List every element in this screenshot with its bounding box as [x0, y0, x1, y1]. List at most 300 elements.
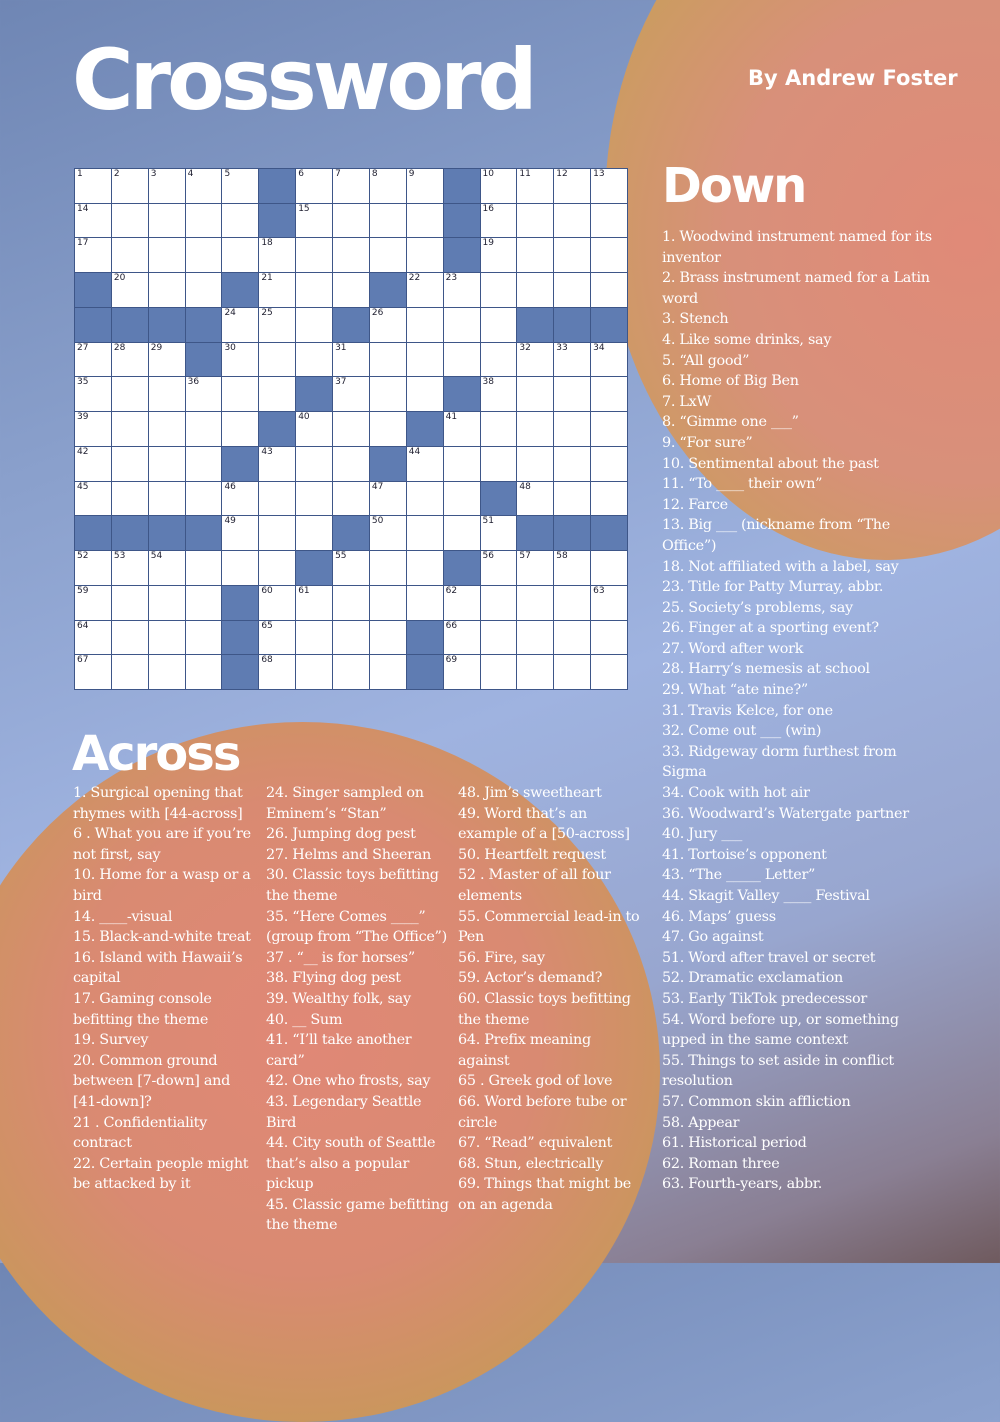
- grid-cell[interactable]: [407, 273, 443, 307]
- grid-cell[interactable]: [333, 586, 369, 620]
- grid-block: [333, 516, 369, 550]
- grid-cell[interactable]: [259, 238, 295, 272]
- cell-number: 43: [261, 446, 273, 457]
- grid-cell[interactable]: [296, 621, 332, 655]
- grid-cell[interactable]: [149, 482, 185, 516]
- clue-item: 67. “Read” equivalent: [458, 1135, 613, 1152]
- grid-cell[interactable]: [296, 516, 332, 550]
- grid-cell[interactable]: [517, 343, 553, 377]
- cell-number: 21: [261, 273, 273, 284]
- grid-block: [517, 516, 553, 550]
- grid-cell[interactable]: [481, 204, 517, 238]
- grid-cell[interactable]: [112, 343, 148, 377]
- grid-cell[interactable]: [112, 377, 148, 411]
- grid-cell[interactable]: [591, 169, 627, 203]
- crossword-grid: [74, 168, 628, 690]
- grid-cell[interactable]: [259, 308, 295, 342]
- grid-cell[interactable]: [112, 551, 148, 585]
- cell-number: 48: [519, 481, 531, 492]
- grid-cell[interactable]: [481, 343, 517, 377]
- grid-cell[interactable]: [75, 586, 111, 620]
- grid-cell[interactable]: [407, 586, 443, 620]
- grid-cell[interactable]: [517, 447, 553, 481]
- grid-cell[interactable]: [149, 238, 185, 272]
- grid-cell[interactable]: [259, 482, 295, 516]
- grid-cell[interactable]: [186, 655, 222, 689]
- grid-cell[interactable]: [149, 412, 185, 446]
- grid-cell[interactable]: [333, 412, 369, 446]
- across-clue-list-3: [458, 783, 644, 1215]
- grid-cell[interactable]: [554, 447, 590, 481]
- clue-item: 1. Surgical opening that rhymes with [44-across]: [73, 785, 243, 822]
- grid-cell[interactable]: [481, 655, 517, 689]
- clue-item: 27. Word after work: [662, 640, 804, 657]
- grid-cell[interactable]: [444, 655, 480, 689]
- grid-cell[interactable]: [554, 621, 590, 655]
- grid-cell[interactable]: [481, 238, 517, 272]
- clue-item: 15. Black-and-white treat: [73, 929, 251, 946]
- grid-cell[interactable]: [444, 586, 480, 620]
- grid-cell[interactable]: [112, 204, 148, 238]
- grid-cell[interactable]: [444, 447, 480, 481]
- grid-cell[interactable]: [259, 273, 295, 307]
- grid-cell[interactable]: [554, 586, 590, 620]
- grid-cell[interactable]: [554, 273, 590, 307]
- grid-cell[interactable]: [333, 551, 369, 585]
- cell-number: 38: [482, 377, 494, 388]
- clue-item: 52. Dramatic exclamation: [662, 970, 843, 987]
- grid-cell[interactable]: [259, 551, 295, 585]
- cell-number: 19: [482, 238, 494, 249]
- grid-cell[interactable]: [517, 204, 553, 238]
- grid-cell[interactable]: [517, 586, 553, 620]
- grid-cell[interactable]: [370, 655, 406, 689]
- grid-cell[interactable]: [407, 516, 443, 550]
- grid-cell[interactable]: [222, 204, 258, 238]
- grid-cell[interactable]: [481, 621, 517, 655]
- grid-cell[interactable]: [591, 655, 627, 689]
- cell-number: 40: [298, 412, 310, 423]
- grid-cell[interactable]: [149, 343, 185, 377]
- grid-cell[interactable]: [481, 308, 517, 342]
- grid-cell[interactable]: [296, 447, 332, 481]
- cell-number: 2: [113, 169, 120, 179]
- grid-cell[interactable]: [333, 482, 369, 516]
- grid-cell[interactable]: [554, 238, 590, 272]
- grid-cell[interactable]: [554, 482, 590, 516]
- cell-number: 42: [77, 446, 89, 457]
- cell-number: 66: [445, 620, 458, 631]
- cell-number: 30: [224, 342, 236, 353]
- grid-block: [591, 516, 627, 550]
- grid-cell[interactable]: [517, 238, 553, 272]
- grid-cell[interactable]: [186, 273, 222, 307]
- grid-cell[interactable]: [112, 412, 148, 446]
- grid-cell[interactable]: [296, 586, 332, 620]
- grid-cell[interactable]: [591, 377, 627, 411]
- grid-cell[interactable]: [591, 482, 627, 516]
- grid-cell[interactable]: [370, 412, 406, 446]
- cell-number: 53: [113, 551, 126, 562]
- cell-number: 11: [519, 169, 531, 179]
- grid-cell[interactable]: [444, 412, 480, 446]
- grid-cell[interactable]: [222, 377, 258, 411]
- clue-item: 53. Early TikTok predecessor: [662, 990, 867, 1007]
- grid-cell[interactable]: [591, 551, 627, 585]
- clue-item: 24. Singer sampled on Eminem’s “Stan”: [266, 785, 424, 822]
- grid-cell[interactable]: [149, 169, 185, 203]
- across-heading: Across: [72, 726, 240, 782]
- grid-cell[interactable]: [333, 655, 369, 689]
- clue-item: 17. Gaming console befitting the theme: [73, 990, 212, 1028]
- grid-cell[interactable]: [222, 343, 258, 377]
- grid-cell[interactable]: [554, 343, 590, 377]
- grid-cell[interactable]: [481, 551, 517, 585]
- clue-item: 11. “To ____ their own”: [662, 476, 823, 493]
- cell-number: 18: [261, 238, 273, 249]
- grid-cell[interactable]: [370, 204, 406, 238]
- grid-cell[interactable]: [186, 586, 222, 620]
- cell-number: 34: [593, 342, 605, 353]
- grid-cell[interactable]: [222, 169, 258, 203]
- grid-cell[interactable]: [75, 377, 111, 411]
- clue-item: 66. Word before tube or circle: [458, 1093, 627, 1131]
- grid-cell[interactable]: [112, 621, 148, 655]
- grid-cell[interactable]: [75, 482, 111, 516]
- grid-cell[interactable]: [75, 447, 111, 481]
- grid-cell[interactable]: [112, 655, 148, 689]
- grid-cell[interactable]: [591, 586, 627, 620]
- cell-number: 47: [371, 481, 384, 492]
- grid-cell[interactable]: [370, 238, 406, 272]
- grid-cell[interactable]: [296, 412, 332, 446]
- grid-cell[interactable]: [517, 551, 553, 585]
- grid-cell[interactable]: [333, 204, 369, 238]
- grid-cell[interactable]: [591, 273, 627, 307]
- cell-number: 58: [556, 551, 568, 562]
- cell-number: 33: [556, 342, 568, 353]
- grid-cell[interactable]: [75, 204, 111, 238]
- grid-cell[interactable]: [591, 412, 627, 446]
- grid-cell[interactable]: [407, 204, 443, 238]
- grid-cell[interactable]: [370, 516, 406, 550]
- grid-block: [222, 273, 258, 307]
- grid-cell[interactable]: [591, 204, 627, 238]
- grid-block: [259, 204, 295, 238]
- clue-item: 7. LxW: [662, 393, 711, 410]
- grid-cell[interactable]: [370, 377, 406, 411]
- cell-number: 7: [335, 169, 341, 179]
- grid-cell[interactable]: [554, 655, 590, 689]
- grid-cell[interactable]: [333, 377, 369, 411]
- cell-number: 12: [556, 169, 568, 179]
- cell-number: 32: [519, 342, 531, 353]
- grid-block: [186, 516, 222, 550]
- clue-item: 54. Word before up, or something upped in the same context: [662, 1011, 899, 1049]
- grid-cell[interactable]: [517, 621, 553, 655]
- grid-cell[interactable]: [222, 238, 258, 272]
- grid-cell[interactable]: [186, 551, 222, 585]
- grid-cell[interactable]: [444, 621, 480, 655]
- grid-cell[interactable]: [259, 343, 295, 377]
- grid-cell[interactable]: [296, 343, 332, 377]
- grid-cell[interactable]: [517, 655, 553, 689]
- clue-item: 12. Farce: [662, 496, 728, 513]
- cell-number: 1: [77, 169, 83, 179]
- cell-number: 39: [77, 412, 89, 423]
- cell-number: 51: [482, 516, 494, 527]
- grid-cell[interactable]: [259, 377, 295, 411]
- grid-cell[interactable]: [333, 238, 369, 272]
- clue-item: 25. Society’s problems, say: [662, 599, 853, 616]
- grid-cell[interactable]: [591, 238, 627, 272]
- grid-block: [259, 412, 295, 446]
- grid-cell[interactable]: [444, 308, 480, 342]
- cell-number: 6: [298, 169, 304, 179]
- grid-cell[interactable]: [444, 343, 480, 377]
- grid-cell[interactable]: [554, 169, 590, 203]
- grid-cell[interactable]: [259, 621, 295, 655]
- clue-item: 10. Sentimental about the past: [662, 455, 879, 472]
- clue-item: 45. Classic game befitting the theme: [266, 1196, 449, 1234]
- grid-cell[interactable]: [407, 482, 443, 516]
- clue-item: 43. “The _____ Letter”: [662, 867, 816, 884]
- clue-item: 64. Prefix meaning against: [458, 1032, 591, 1069]
- clue-item: 28. Harry’s nemesis at school: [662, 661, 870, 678]
- clue-item: 23. Title for Patty Murray, abbr.: [662, 579, 884, 596]
- grid-block: [222, 447, 258, 481]
- cell-number: 3: [150, 169, 157, 179]
- cell-number: 15: [298, 203, 310, 214]
- grid-cell[interactable]: [554, 412, 590, 446]
- grid-block: [149, 516, 185, 550]
- grid-cell[interactable]: [554, 377, 590, 411]
- grid-cell[interactable]: [296, 482, 332, 516]
- grid-block: [444, 377, 480, 411]
- grid-cell[interactable]: [370, 169, 406, 203]
- grid-block: [407, 621, 443, 655]
- grid-cell[interactable]: [149, 377, 185, 411]
- clue-item: 55. Things to set aside in conflict resolution: [662, 1052, 894, 1090]
- grid-cell[interactable]: [407, 377, 443, 411]
- clue-item: 34. Cook with hot air: [662, 785, 810, 802]
- grid-cell[interactable]: [481, 377, 517, 411]
- clue-item: 3. Stench: [662, 311, 729, 328]
- grid-cell[interactable]: [149, 204, 185, 238]
- cell-number: 9: [408, 169, 415, 179]
- grid-cell[interactable]: [407, 169, 443, 203]
- cell-number: 61: [298, 585, 310, 596]
- grid-cell[interactable]: [296, 204, 332, 238]
- grid-cell[interactable]: [517, 273, 553, 307]
- grid-cell[interactable]: [296, 308, 332, 342]
- grid-block: [407, 412, 443, 446]
- grid-cell[interactable]: [186, 204, 222, 238]
- grid-cell[interactable]: [407, 343, 443, 377]
- grid-cell[interactable]: [186, 412, 222, 446]
- cell-number: 56: [482, 551, 494, 562]
- cell-number: 65: [261, 620, 273, 631]
- grid-cell[interactable]: [591, 343, 627, 377]
- clue-item: 20. Common ground between [7-down] and [41-down]?: [73, 1052, 231, 1110]
- cell-number: 23: [445, 273, 458, 284]
- grid-cell[interactable]: [370, 482, 406, 516]
- grid-cell[interactable]: [186, 238, 222, 272]
- clue-item: 69. Things that might be on an agenda: [458, 1176, 631, 1213]
- grid-cell[interactable]: [259, 516, 295, 550]
- clue-item: 52 . Master of all four elements: [458, 867, 611, 904]
- grid-cell[interactable]: [222, 551, 258, 585]
- cell-number: 8: [371, 169, 378, 179]
- cell-number: 57: [519, 551, 531, 562]
- clue-item: 9. “For sure”: [662, 434, 753, 451]
- grid-cell[interactable]: [517, 377, 553, 411]
- grid-block: [444, 238, 480, 272]
- grid-cell[interactable]: [554, 551, 590, 585]
- cell-number: 4: [187, 169, 194, 179]
- grid-cell[interactable]: [259, 447, 295, 481]
- grid-cell[interactable]: [370, 551, 406, 585]
- grid-cell[interactable]: [112, 447, 148, 481]
- grid-cell[interactable]: [407, 551, 443, 585]
- grid-cell[interactable]: [407, 447, 443, 481]
- grid-cell[interactable]: [222, 412, 258, 446]
- grid-cell[interactable]: [112, 586, 148, 620]
- grid-cell[interactable]: [75, 412, 111, 446]
- grid-cell[interactable]: [186, 621, 222, 655]
- grid-cell[interactable]: [149, 655, 185, 689]
- cell-number: 5: [224, 169, 231, 179]
- grid-block: [554, 308, 590, 342]
- grid-cell[interactable]: [370, 621, 406, 655]
- grid-cell[interactable]: [222, 308, 258, 342]
- grid-cell[interactable]: [517, 169, 553, 203]
- grid-cell[interactable]: [481, 169, 517, 203]
- clue-item: 26. Jumping dog pest: [266, 826, 416, 843]
- grid-cell[interactable]: [259, 655, 295, 689]
- grid-cell[interactable]: [370, 343, 406, 377]
- grid-cell[interactable]: [75, 621, 111, 655]
- grid-cell[interactable]: [407, 308, 443, 342]
- grid-cell[interactable]: [296, 655, 332, 689]
- page-title: Crossword: [72, 31, 534, 129]
- clue-item: 8. “Gimme one ___”: [662, 414, 799, 431]
- clue-item: 40. __ Sum: [266, 1011, 343, 1028]
- clue-item: 5. “All good”: [662, 352, 750, 369]
- cell-number: 69: [445, 655, 458, 666]
- grid-cell[interactable]: [149, 447, 185, 481]
- grid-cell[interactable]: [149, 586, 185, 620]
- grid-cell[interactable]: [296, 273, 332, 307]
- across-clue-list-1: [73, 783, 259, 1195]
- grid-cell[interactable]: [222, 482, 258, 516]
- clue-item: 41. Tortoise’s opponent: [662, 846, 827, 863]
- across-clue-list-2: [266, 783, 452, 1236]
- clue-item: 29. What “ate nine?”: [662, 682, 808, 699]
- grid-cell[interactable]: [222, 516, 258, 550]
- grid-cell[interactable]: [112, 273, 148, 307]
- grid-cell[interactable]: [481, 447, 517, 481]
- grid-cell[interactable]: [333, 621, 369, 655]
- grid-block: [112, 308, 148, 342]
- clue-item: 13. Big ___ (nickname from “The Office”): [662, 517, 890, 554]
- grid-block: [554, 516, 590, 550]
- clue-item: 19. Survey: [73, 1032, 149, 1049]
- clue-item: 49. Word that’s an example of a [50-across]: [458, 805, 630, 843]
- grid-cell[interactable]: [186, 169, 222, 203]
- clue-item: 14. ____-visual: [73, 908, 173, 925]
- grid-cell[interactable]: [370, 308, 406, 342]
- grid-cell[interactable]: [407, 238, 443, 272]
- grid-block: [296, 377, 332, 411]
- grid-cell[interactable]: [296, 238, 332, 272]
- author-byline: By Andrew Foster: [748, 66, 958, 90]
- grid-cell[interactable]: [591, 621, 627, 655]
- grid-cell[interactable]: [444, 482, 480, 516]
- grid-block: [75, 273, 111, 307]
- grid-block: [370, 447, 406, 481]
- grid-cell[interactable]: [554, 204, 590, 238]
- grid-cell[interactable]: [333, 273, 369, 307]
- grid-block: [481, 482, 517, 516]
- cell-number: 25: [261, 307, 273, 318]
- clue-item: 61. Historical period: [662, 1135, 807, 1152]
- grid-block: [186, 308, 222, 342]
- grid-cell[interactable]: [75, 169, 111, 203]
- grid-cell[interactable]: [333, 343, 369, 377]
- grid-cell[interactable]: [112, 482, 148, 516]
- grid-cell[interactable]: [259, 586, 295, 620]
- cell-number: 68: [261, 655, 273, 666]
- grid-cell[interactable]: [149, 551, 185, 585]
- grid-block: [444, 204, 480, 238]
- grid-cell[interactable]: [112, 169, 148, 203]
- grid-cell[interactable]: [333, 169, 369, 203]
- grid-cell[interactable]: [112, 238, 148, 272]
- grid-cell[interactable]: [517, 482, 553, 516]
- grid-cell[interactable]: [517, 412, 553, 446]
- clue-item: 58. Appear: [662, 1114, 740, 1131]
- grid-cell[interactable]: [370, 586, 406, 620]
- clue-item: 62. Roman three: [662, 1155, 780, 1172]
- grid-cell[interactable]: [591, 447, 627, 481]
- grid-cell[interactable]: [481, 586, 517, 620]
- cell-number: 50: [371, 516, 384, 527]
- grid-cell[interactable]: [186, 482, 222, 516]
- clue-item: 48. Jim’s sweetheart: [458, 785, 602, 801]
- grid-cell[interactable]: [481, 516, 517, 550]
- cell-number: 54: [150, 551, 163, 562]
- grid-cell[interactable]: [149, 621, 185, 655]
- grid-cell[interactable]: [75, 343, 111, 377]
- grid-cell[interactable]: [75, 551, 111, 585]
- grid-cell[interactable]: [186, 447, 222, 481]
- grid-cell[interactable]: [444, 516, 480, 550]
- grid-cell[interactable]: [444, 273, 480, 307]
- grid-cell[interactable]: [75, 655, 111, 689]
- grid-cell[interactable]: [75, 238, 111, 272]
- grid-cell[interactable]: [296, 169, 332, 203]
- clue-item: 27. Helms and Sheeran: [266, 846, 431, 863]
- cell-number: 44: [408, 446, 421, 457]
- clue-item: 46. Maps’ guess: [662, 908, 776, 925]
- grid-cell[interactable]: [333, 447, 369, 481]
- grid-cell[interactable]: [186, 377, 222, 411]
- grid-cell[interactable]: [481, 273, 517, 307]
- grid-cell[interactable]: [481, 412, 517, 446]
- grid-block: [149, 308, 185, 342]
- grid-cell[interactable]: [149, 273, 185, 307]
